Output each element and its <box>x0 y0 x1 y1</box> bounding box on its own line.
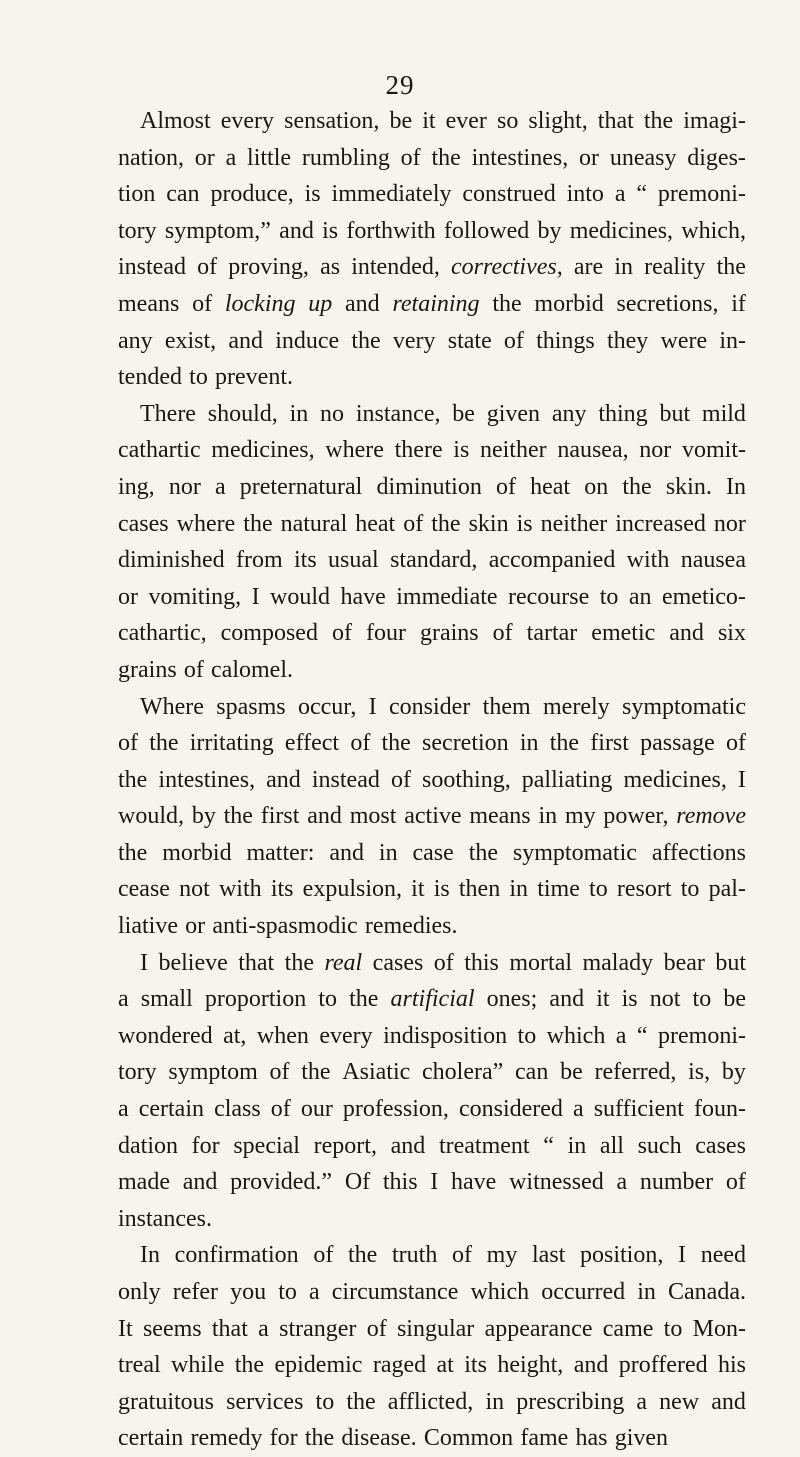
text-line: tory symptom of the Asiatic cholera” can be referred, is, by <box>118 1059 746 1086</box>
text-line: cases where the natural heat of the skin is neither increased nor <box>118 510 746 537</box>
paragraph <box>118 1237 746 1457</box>
text-line: diminished from its usual standard, accompanied with nausea <box>118 547 746 574</box>
text-line: nation, or a little rumbling of the intestines, or uneasy diges- <box>118 144 746 171</box>
text-line: cathartic medicines, where there is neither nausea, nor vomit- <box>118 437 746 464</box>
text-line: instances. <box>118 1205 212 1232</box>
text-line: of the irritating effect of the secretion in the first passage of <box>118 730 746 757</box>
text-line: Where spasms occur, I consider them merely symptomatic <box>140 693 746 720</box>
text-line: only refer you to a circumstance which occurred in Canada. <box>118 1279 746 1305</box>
text-line: In confirmation of the truth of my last position, I need <box>140 1242 746 1269</box>
page-number: 29 <box>385 70 415 100</box>
text-line: liative or anti-spasmodic remedies. <box>118 913 458 940</box>
text-line: a certain class of our profession, considered a sufficient foun- <box>118 1096 746 1123</box>
text-line: the morbid matter: and in case the symptomatic affections <box>118 839 746 866</box>
paragraph <box>118 396 746 689</box>
paragraph <box>118 689 746 945</box>
text-line: made and provided.” Of this I have witnessed a number of <box>118 1169 746 1196</box>
text-line: tory symptom,” and is forthwith followed by medicines, which, <box>118 217 746 244</box>
paragraph <box>118 103 746 396</box>
text-line: treal while the epidemic raged at its height, and proffered his <box>118 1352 746 1379</box>
text-line: tion can produce, is immediately construed into a “ premoni- <box>118 181 746 208</box>
text-line: means of locking up and retaining the morbid secretions, if <box>118 290 746 317</box>
text-line: There should, in no instance, be given any thing but mild <box>140 400 746 427</box>
text-line: tended to prevent. <box>118 364 293 391</box>
text-line: grains of calomel. <box>118 656 293 683</box>
text-line: certain remedy for the disease. Common fame has given <box>118 1425 669 1452</box>
text-line: instead of proving, as intended, correctives, are in reality the <box>118 254 746 281</box>
text-line: cease not with its expulsion, it is then in time to resort to pal- <box>118 876 746 903</box>
text-line: would, by the first and most active means in my power, remove <box>118 803 746 830</box>
text-line: It seems that a stranger of singular appearance came to Mon- <box>118 1315 746 1342</box>
text-line: dation for special report, and treatment “ in all such cases <box>118 1132 746 1159</box>
paragraph <box>118 945 746 1238</box>
text-line: a small proportion to the artificial ones; and it is not to be <box>118 986 746 1013</box>
text-line: ing, nor a preternatural diminution of heat on the skin. In <box>118 473 746 500</box>
body-text <box>118 103 746 1457</box>
text-line: I believe that the real cases of this mortal malady bear but <box>140 949 746 976</box>
text-line: Almost every sensation, be it ever so slight, that the imagi- <box>140 108 746 134</box>
text-line: the intestines, and instead of soothing, palliating medicines, I <box>118 766 746 793</box>
text-line: or vomiting, I would have immediate recourse to an emetico- <box>118 583 746 610</box>
text-line: gratuitous services to the afflicted, in prescribing a new and <box>118 1388 746 1415</box>
text-line: any exist, and induce the very state of things they were in- <box>118 327 746 354</box>
text-line: cathartic, composed of four grains of tartar emetic and six <box>118 620 746 647</box>
text-line: wondered at, when every indisposition to which a “ premoni- <box>118 1022 746 1049</box>
